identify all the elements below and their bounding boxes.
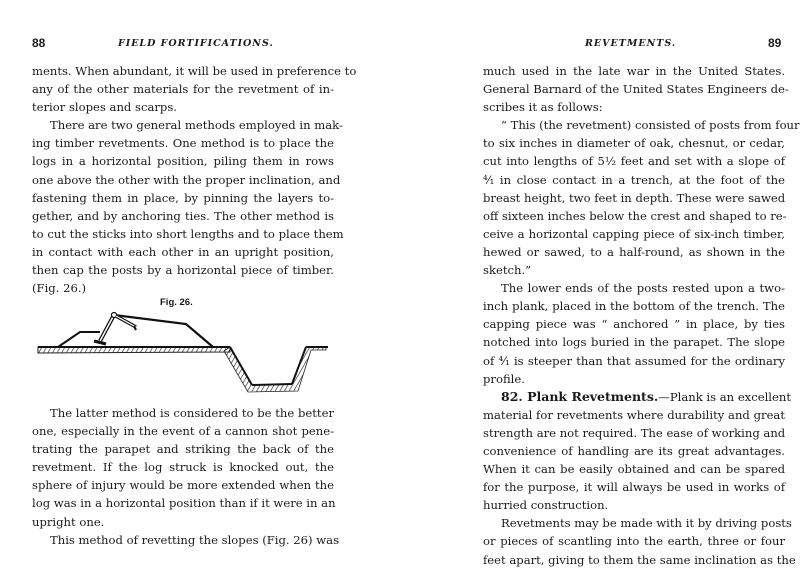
text-line: off sixteen inches below the crest and shaped to re- <box>483 208 787 223</box>
text-line: logs in a horizontal position, piling them in rows <box>32 154 334 169</box>
fortification-profile-drawing <box>30 295 340 395</box>
text-line: This method of revetting the slopes (Fig. 26) was <box>50 532 340 547</box>
parapet-outline <box>58 332 100 347</box>
text-line: convenience of handling are its great advantages. <box>483 443 785 458</box>
text-line: fastening them in place, by pinning the layers to- <box>32 190 334 205</box>
text-line: for the purpose, it will always be used in works of <box>483 480 785 495</box>
text-line: hewed or sawed, to a half-round, as shown in the <box>483 244 785 259</box>
text-line: to six inches in diameter of oak, chesnut, or cedar, <box>483 136 785 151</box>
text-line: gether, and by anchoring ties. The other method is <box>32 208 334 223</box>
text-line: When it can be easily obtained and can be spared <box>483 462 785 477</box>
text-line: Revetments may be made with it by driving posts <box>501 516 792 531</box>
section-heading: 82. Plank Revetments. <box>501 388 659 404</box>
text-line: feet apart, giving to them the same inclination as the <box>483 552 796 567</box>
text-line: any of the other materials for the revetment of in- <box>32 82 334 97</box>
right-page <box>405 0 810 584</box>
page-number: 89 <box>768 36 782 50</box>
text-line: much used in the late war in the United States. <box>483 64 785 78</box>
figure-caption: Fig. 26. <box>160 297 193 308</box>
text-line: cut into lengths of 5½ feet and set with a slope of <box>483 154 785 169</box>
text-line: sphere of injury would be more extended when the <box>32 478 334 493</box>
text-line: (Fig. 26.) <box>32 281 87 296</box>
text-line: ceive a horizontal capping piece of six-inch timber, <box>483 226 785 241</box>
section-heading-line <box>483 388 791 406</box>
text-line: “ This (the revetment) consisted of posts from four <box>501 118 800 133</box>
text-line: terior slopes and scarps. <box>32 100 177 115</box>
body-text-bottom <box>32 404 340 549</box>
text-line: then cap the posts by a horizontal piece of timber. <box>32 263 334 278</box>
text-line: notched into logs buried in the parapet. The slope <box>483 335 785 350</box>
text-line: hurried construction. <box>483 498 609 513</box>
text-line: revetment. If the log struck is knocked out, the <box>32 460 334 475</box>
text-line: ments. When abundant, it will be used in preference to <box>32 64 357 78</box>
text-line: The latter method is considered to be the better <box>50 406 334 420</box>
text-line: material for revetments where durability and great <box>483 407 785 422</box>
text-line: There are two general methods employed in mak- <box>50 118 343 133</box>
running-head: FIELD FORTIFICATIONS. <box>118 38 274 49</box>
text-line: breast height, two feet in depth. These were sawed <box>483 190 786 205</box>
text-line: ing timber revetments. One method is to place the <box>32 136 334 151</box>
text-line: log was in a horizontal position than if it were in an <box>32 496 336 511</box>
text-line: trating the parapet and striking the back of the <box>32 442 334 457</box>
text-line: or pieces of scantling into the earth, three or four <box>483 534 785 549</box>
text-line: The lower ends of the posts rested upon a two- <box>501 281 785 296</box>
text-line: sketch.” <box>483 263 532 278</box>
body-text-top <box>32 62 357 297</box>
text-line: in contact with each other in an upright position, <box>32 244 334 259</box>
section-heading-text: —Plank is an excellent <box>658 389 791 404</box>
text-line: strength are not required. The ease of working and <box>483 425 786 440</box>
figure-26 <box>30 295 340 395</box>
text-line: capping piece was “ anchored ” in place, by ties <box>483 317 785 332</box>
running-head: REVETMENTS. <box>585 38 677 49</box>
text-line: profile. <box>483 371 525 386</box>
page-number: 88 <box>32 36 46 50</box>
text-line: one, especially in the event of a cannon shot pene- <box>32 424 334 439</box>
text-line: of ⁴⁄₁ is steeper than that assumed for the ordinary <box>483 353 785 368</box>
text-line: inch plank, placed in the bottom of the trench. The <box>483 299 785 314</box>
text-line: to cut the sticks into short lengths and to place them <box>32 226 344 241</box>
text-line: General Barnard of the United States Engineers de- <box>483 82 789 97</box>
body-text <box>483 62 800 569</box>
text-line: one above the other with the proper inclination, and <box>32 172 341 187</box>
text-line: scribes it as follows: <box>483 100 603 115</box>
text-line: upright one. <box>32 514 105 529</box>
text-line: ⁴⁄₁ in close contact in a trench, at the foot of the <box>483 172 785 187</box>
